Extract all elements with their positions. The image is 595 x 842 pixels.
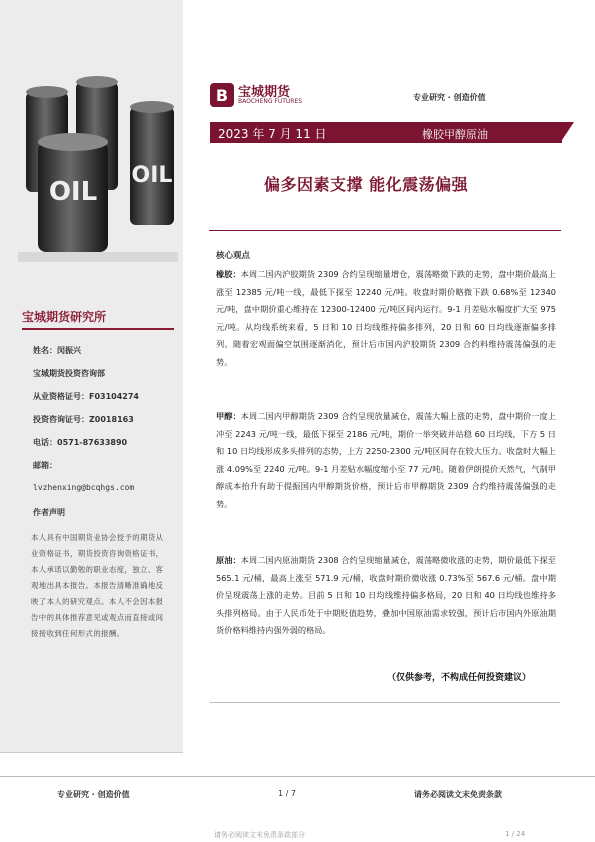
consulting-no: 投资咨询证号：Z0018163 (33, 415, 134, 424)
qualification-no: 从业资格证号：F03104274 (33, 392, 139, 401)
header-slogan: 专业研究 · 创造价值 (413, 93, 486, 102)
logo-text-en: BAOCHENG FUTURES (238, 98, 303, 105)
section-title: 核心观点 (216, 251, 251, 261)
footer-slogan: 专业研究 · 创造价值 (57, 790, 130, 799)
institute-rule (22, 328, 174, 330)
paragraph-text: 本周二国内原油期货 2308 合约呈现缩量减仓，震荡略微收涨的走势，期价最低下探至 565.1 元/桶，最高上涨至 571.9 元/桶，收盘时期价微收涨 0.73%至 567.6 元/桶。盘中期价呈现震荡上涨的走势。目前 5 日和 10 日均线维持偏多格局，20 日和 40 日均线也维持多头排列格局。由于人民币处于中期贬值趋势，叠加中国原油需求较强，预计后市国内外原油期货价格料维持内强外弱的格局。 (216, 555, 556, 635)
disclaimer-note: （仅供参考，不构成任何投资建议） (387, 673, 532, 683)
footer-disclaimer: 请务必阅读文末免责条款 (414, 790, 502, 799)
institute-name: 宝城期货研究所 (22, 310, 107, 324)
svg-text:OIL: OIL (131, 163, 173, 188)
footer-rule (0, 776, 595, 777)
paragraph-crude-oil (216, 552, 556, 640)
footer-page: 1 / 7 (278, 789, 296, 798)
report-headline: 偏多因素支撑 能化震荡偏强 (264, 175, 469, 194)
paragraph-methanol (216, 408, 556, 513)
outer-footer-page: 1 / 24 (505, 830, 526, 838)
logo-text-cn: 宝城期货 (238, 85, 291, 100)
report-category: 橡胶甲醇原油 (422, 128, 488, 141)
department: 宝城期货投资咨询部 (33, 369, 105, 378)
email-address: lvzhenxing@bcqhgs.com (33, 483, 135, 492)
headline-rule (209, 230, 561, 231)
author-statement: 本人具有中国期货业协会授予的期货从业资格证书，期货投资咨询资格证书，本人承诺以勤勉的职业态度，独立、客观地出具本报告。本报告清晰准确地反映了本人的研究观点。本人不会因本报告中的具体推荐意见或观点而直接或间接接收到任何形式的报酬。 (31, 533, 164, 638)
author-statement-title: 作者声明 (33, 508, 65, 517)
paragraph-label: 甲醇： (216, 411, 241, 421)
company-logo (210, 83, 310, 115)
content-bottom-rule (210, 702, 560, 703)
svg-text:B: B (215, 86, 229, 105)
paragraph-rubber (216, 266, 556, 371)
phone: 电话：0571-87633890 (33, 438, 128, 447)
paragraph-label: 橡胶： (216, 269, 241, 279)
oil-barrels-image (18, 72, 178, 262)
analyst-name: 姓名：闵振兴 (33, 346, 81, 355)
paragraph-label: 原油： (216, 555, 241, 565)
email-label: 邮箱： (33, 461, 57, 470)
paragraph-text: 本周二国内甲醇期货 2309 合约呈现放量减仓，震荡大幅上涨的走势，盘中期价一度上冲至 2243 元/吨一线，最低下探至 2186 元/吨，期价一举突破并站稳 60 日均线，下方 5 日和 10 日均线形成多头排列的态势，上方 2250-2300 元/吨区间存在较大压力。收盘时大幅上涨 4.09%至 2240 元/吨。9-1 月差贴水幅度缩小至 77 元/吨。随着伊朗提价天然气，气制甲醇成本抬升有助于提振国内甲醇期货价格，预计后市甲醇期货 2309 合约维持震荡偏强的走势。 (216, 411, 556, 509)
sidebar-divider (0, 752, 183, 753)
paragraph-text: 本周二国内沪胶期货 2309 合约呈现缩量增仓，震荡略微下跌的走势，盘中期价最高上涨至 12385 元/吨一线，最低下探至 12240 元/吨。收盘时期价略微下跌 0.68%至 12340 元/吨，盘中期价重心维持在 12300-12400 元/吨区间内运行。9-1 月差贴水幅度扩大至 975 元/吨。从均线系统来看，5 日和 10 日均线维持偏多排列，20 日和 60 日均线逐渐偏多排列。随着宏观面偏空氛围逐渐消化，预计后市国内沪胶期货 2309 合约料维持震荡偏强的走势。 (216, 269, 556, 367)
banner-tip (560, 122, 574, 143)
outer-footer-disclaimer: 请务必阅读文末免责条款部分 (214, 831, 305, 839)
report-date: 2023 年 7 月 11 日 (218, 127, 327, 141)
svg-text:OIL: OIL (48, 177, 98, 207)
